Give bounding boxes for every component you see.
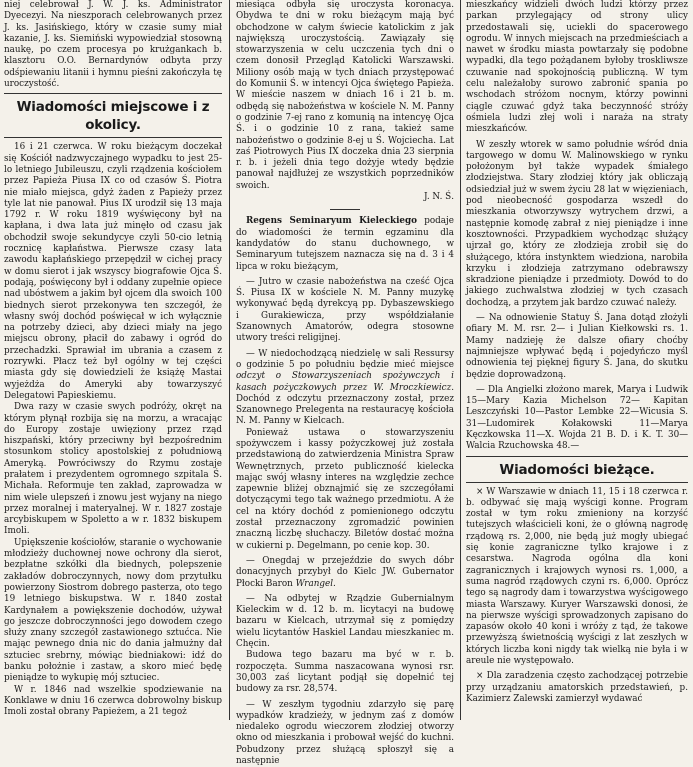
section-heading-local-news: Wiadomości miejscowe i z okolicy.: [16, 99, 210, 134]
article-paragraph: × Dla zaradzenia często zachodzącej potrzebie przy urządzaniu amatorskich przedstawień, p. Kazimierz Zalewski zamierzył wydawać: [466, 671, 688, 704]
article-paragraph: miesiąca odbyła się uroczysta koronacya. Obydwa te dni w roku bieżącym mają być obchodzone w całym świecie katolickim z jak największą uroczystością. Zawiązały się stowarzyszenia w celu uczczenia tych dni o czem donosił Przegląd Katolicki Warszawski. Miliony osób mają w tych dniach przystępować do Komunii Ś. w intencyi Ojca świętego Papieża. W mieście naszem w dniach 16 i 21 b. m. odbędą się nabożeństwa w kościele N. M. Panny o godzinie 7-ej rano z komunią na intencyę Ojca Ś. i o godzinie 10 z rana, takież same nabożeństwo o godzinie 8-ej u Ś. Wojciecha. Lat zaś Piotrowych Pius IX doczeka dnia 23 sierpnia r. b. i jeżeli dnia tego dożyje wtedy będzie panował najdłużej ze wszystkich poprzedników swoich.: [236, 0, 454, 191]
section-rule: [466, 456, 688, 457]
column-3: [466, 0, 688, 720]
short-rule: [330, 209, 360, 210]
lecture-title: odczyt o Stowarzyszeniach spożywczych i kasach pożyczkowych przez W. Mroczkiewicz.: [236, 371, 454, 393]
article-paragraph: — Jutro w czasie nabożeństwa na cześć Ojca Ś. Piusa IX w kościele N. M. Panny muzykę wykonywać będą dyrekcyą pp. Dybaszewskiego i Gurakiewicza, przy współdziałanie Szanownych Amatorów, odegra stosowne utwory treści religijnej.: [236, 276, 454, 344]
article-paragraph: [236, 349, 454, 428]
article-paragraph: Dwa razy w czasie swych podróży, okręt na którym płynął rozbija się na morzu, a wracając do Europy zostaje uwięziony przez rząd hiszpański, który przeciwny był bezpośrednim stosunkom stolicy apostolskiej z południową Ameryką. Powróciwszy do Rzymu zostaje prałatem i prezydentem ogromnego szpitala Ś. Michała. Reformuje ten zakład, zaprowadza w nim wiele ulepszeń i znowu jest wyjany na niego przez moralnej i materyalnej. W r. 1827 zostaje arcybiskupem w Spoletto a w r. 1832 biskupem Imoli.: [4, 402, 222, 537]
governor-name: Wrangel.: [295, 578, 336, 589]
article-paragraph: Upiększenie kościołów, staranie o wychowanie młodzieży duchownej nowe ochrony dla sierot, bezpłatne szkółki dla biednych, polepszenie zakładów dobroczynnych, nowy dom przytułku powierzony Siostrom dobrego pasterza, oto tego 19 letniego biskupstwa. W r. 1840 został Kardynałem a powiększenie dochodów, używał go jeszcze dobroczynności jego dowodem czego służy znany szczegół zastawionego sztućca. Nie mając pewnego dnia nic do dania jałmużny dał sztuciec srebrny, mówiąc biedniakowi: idź do banku położnie i zastaw, a skoro mieć będę pieniądze to wykupię mój sztuciec.: [4, 537, 222, 684]
seminary-heading: Regens Seminaryum Kieleckiego: [246, 216, 418, 227]
article-paragraph: — Dla Angielki złożono marek, Marya i Ludwik 15—Mary Kazia Michelson 72— Kapitan Leszczyński 10—Pastor Lembke 22—Wicusia S. 31—Ludomirek Kołakowski 11—Marya Kęczkowska 11—X. Wojda 21 B. D. i K. T. 30—Walcia Rzuchowska 48.—: [466, 384, 688, 452]
seminary-text: podaje do wiadomości że termin egzaminu dla kandydatów do stanu duchownego, w Seminaryum tutejszem naznacza się na d. 3 i 4 lipca w roku bieżącym,: [236, 216, 454, 272]
section-heading-current-news: Wiadomości bieżące.: [499, 461, 655, 478]
governor-notice: — Onegdaj w przejeździe do swych dóbr donacyjnych przybył do Kielc JW. Gubernator Płocki Baron: [236, 555, 454, 589]
article-signature: J. N. Ś.: [424, 192, 454, 203]
article-paragraph: — Na odbytej w Rządzie Gubernialnym Kieleckim w d. 12 b. m. licytacyi na budowę bazaru w Kielcach, utrzymał się z pomiędzy wielu licytantów Haskiel Landau mieszkaniec m. Chęcin.: [236, 593, 454, 650]
article-paragraph: 16 i 21 czerwca. W roku bieżącym doczekał się Kościół nadzwyczajnego wypadku to jest 25-lo letniego Jubileuszu, czyli rządzenia kościołem przez Papieża Piusa IX co od czasów Ś. Piotra nie miało miejsca, gdyż żaden z Papieży przez tyle lat nie panował. Pius IX urodził się 13 maja 1792 r. W roku 1819 wyświęcony był na kapłana, i dwa lata już minęło od czasu jak obchodził swoje sekundycye czyli 50-cio letnią rocznicę kapłaństwa. Pierwsze czasy lata zawodu kapłańskiego przepędził w cichej pracy w domu sierot i jak wszyscy biografowie Ojca Ś. podają, poświęcony był i oddany zupełnie opiece nad ubóstwem a jakim był ojcem dla swoich 100 biednych sierot przekonywa ten szczegół, że własny swój dochód poświęcał w ich wyłącznie na potrzeby dzieci, aby dzieci miały na jego miejscu obrony, płacił do zabawy i ogród do przechadzki. Sprawiał im ubrania a czasem z rozrywki. Płacz też był ogólny w tej części miasta gdy się dowiedzieli że książę Mastai wyjeżdża do Ameryki aby towarzyszyć Delegatowi Papieskiemu.: [4, 142, 222, 401]
article-paragraph: W r. 1846 nad wszelkie spodziewanie na Konklawe w dniu 16 czerwca dobrowolny biskup Imoli został obrany Papieżem, a 21 tegoż: [4, 684, 222, 718]
article-paragraph: W zeszły wtorek w samo południe wśród dnia targowego w domu W. Malinowskiego w rynku położonym był także wypadek śmiałego złodziejstwa. Stary złodziej który jak obliczają odsiedział już w swem życiu 28 lat w więzieniach, pod nieobecność gospodarza wszedł do mieszkania otworzywszy wytrychem drzwi, a następnie komodę zabrał z niej pieniądze i inne kosztowności. Przypadkiem wychodząc służący ujrzał go, który ze złodzieja zrobił się do służącego, która instynktem wiedziona, narobiła krzyku i złodzieja zatrzymano odebrawszy skradzione pieniądze i przedmioty. Dowód to do jakiego zuchwalstwa złodziej w tych czasach dochodzą, a przytem jak bardzo czuwać należy.: [466, 139, 688, 308]
article-paragraph: niej celebrował J. W. J. ks. Administrator Dyecezyi. Na nieszporach celebrowanych przez J. ks. Jasińskiego, który w czasie sumy miał kazanie, J. ks. Siemiński wypowiedział stosowną naukę, po czem procesya po krużgankach b. klasztoru O.O. Bernardynów odbyta przy odśpiewaniu litanii i hymnu pieśni zakończyła tę uroczystość.: [4, 0, 222, 90]
article-paragraph: [236, 556, 454, 590]
article-paragraph: mieszkańcy widzieli dwóch ludzi którzy przez parkan przylegający od strony ulicy przedostawali się, uciekli do spacerowego ogrodu. W innych miejscach na przedmieściach a nawet w środku miasta powtarzały się podobne wypadki, dla tego pożądanem byłoby troskliwsze czuwanie nad spokojnością publiczną. W tym celu należałoby surowo zabronić spania po wschodach stróżom nocnym, którzy powinni ciągle czuwać gdyż taka beczynność stróży ośmiela ludzi złej woli i naraża na straty mieszkańców.: [466, 0, 688, 135]
section-rule: [466, 482, 688, 483]
article-paragraph: [236, 216, 454, 272]
column-2: [236, 0, 454, 766]
article-paragraph: Ponieważ ustawa o stowarzyszeniu spożywczem i kassy pożyczkowej już została przedstawioną do zatwierdzenia Ministra Spraw Wewnętrznych, przeto publiczność kielecka mając swój własny interes na względzie zechce zapewnie bliżej obznajmić się ze szczegółami dotyczącymi tego tak ważnego przedmiotu. A że cel na który dochód z pomienionego odczytu został przeznaczony zgromadzić powinien znaczną liczbę słuchaczy. Biletów dostać można w cukierni p. Degelmann, po cenie kop. 30.: [236, 427, 454, 551]
column-divider: [460, 0, 461, 720]
section-rule: [4, 93, 222, 94]
lecture-notice: — W niedochodzącą niedzielę w sali Ressursy o godzinie 5 po południu będzie mieć miejsce: [236, 348, 454, 370]
article-paragraph: — W zeszłym tygodniu zdarzyło się parę wypadków kradzieży, w jednym zaś z domów niedaleko ogrodu wieczorem złodziej otworzy okno od mieszkania i probował wejść do kuchni. Pobudzony przez służącą spłoszył się a następnie: [236, 699, 454, 766]
article-paragraph: × W Warszawie w dniach 11, 15 i 18 czerwca r. b. odbywać się mają wyścigi konne. Program został w tym roku zmieniony na korzyść tutejszych właścicieli koni, że o główną nagrodę rządową rs. 2,000, nie będą już mogły ubiegać się konie zagraniczne tylko krajowe i z cesarstwa. Nagroda ogólna dla koni zagranicznych i krajowych wynosi rs. 1,000, a suma nagród rządowych czyni rs. 6,000. Oprócz tego są nagrody dam i towarzystwa wyścigowego miasta Warszawy. Kuryer Warszawski donosi, że na pierwsze wyścigi sprowadzonych zapisano do zapasów około 40 koni i wróży z tąd, że takowe przewyższą świetnością wyścigi z lat zeszłych w których liczba koni nigdy tak wielką nie była i w areule nie występowało.: [466, 486, 688, 667]
section-rule: [4, 137, 222, 138]
article-paragraph: — Na odnowienie Statuy Ś. Jana dotąd złożyli ofiary M. M. rsr. 2— i Julian Kiełkowski rs. 1. Mamy nadzieję że dalsze ofiary choćby najmniejsze wpływać będą i pojedyńczo myśl odnowienia tej pięknej figury Ś. Jana, do skutku będzie doprowadzoną.: [466, 313, 688, 380]
column-divider: [229, 0, 230, 720]
column-1: [4, 0, 222, 720]
article-paragraph: Budowa tego bazaru ma być w r. b. rozpoczęta. Summa naszacowana wynosi rsr. 30,003 zaś licytant podjął się dopełnić tej budowy za rsr. 28,574.: [236, 650, 454, 695]
lecture-notice-end: Dochód z odczytu przeznaczony został, przez Szanownego Prelegenta na restauracyę kościoła N. M. Panny w Kielcach.: [236, 393, 454, 427]
